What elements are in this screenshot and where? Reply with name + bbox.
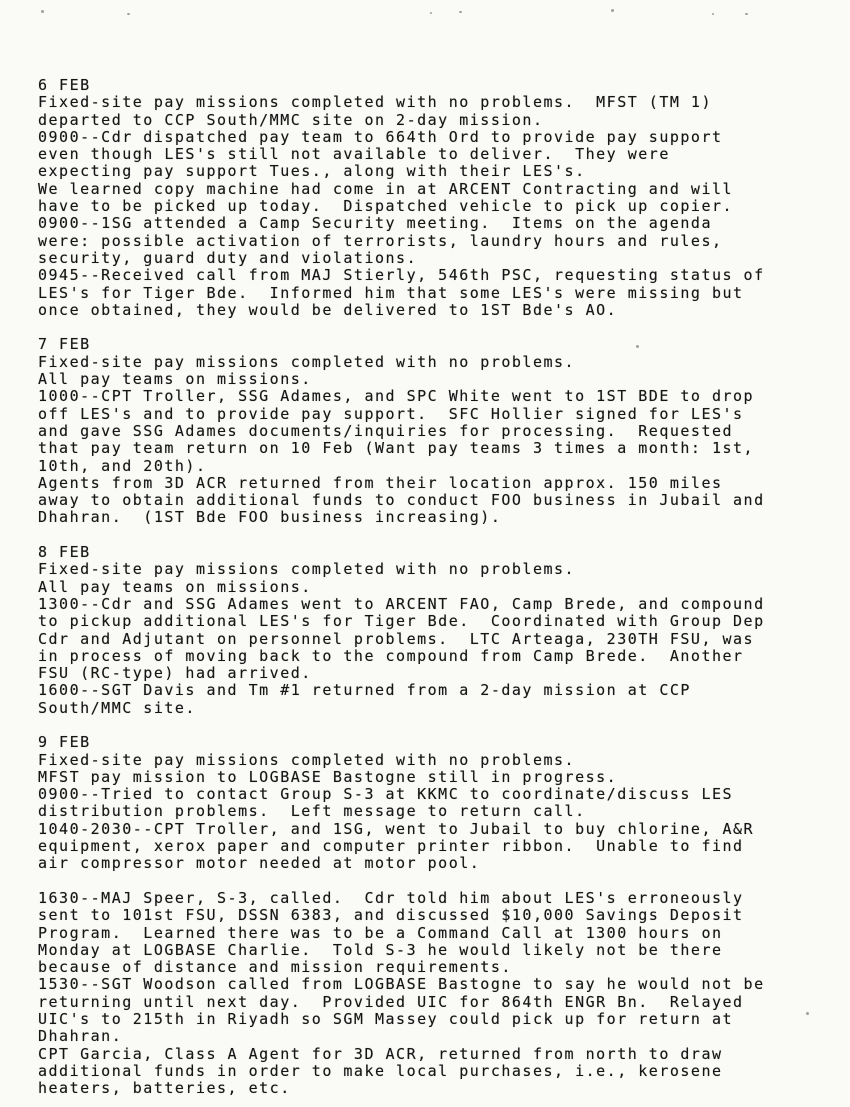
section-heading: 7 FEB [38, 335, 91, 354]
text-line: 0900--Tried to contact Group S-3 at KKMC to coordinate/discuss LES [38, 785, 734, 804]
text-line: have to be picked up today. Dispatched vehicle to pick up copier. [38, 197, 734, 216]
text-line: 0900--1SG attended a Camp Security meeting. Items on the agenda [38, 214, 712, 233]
scan-speck [611, 9, 614, 12]
text-line: 1000--CPT Troller, SSG Adames, and SPC White went to 1ST BDE to drop [38, 387, 755, 406]
text-line: once obtained, they would be delivered to 1ST Bde's AO. [38, 300, 618, 319]
text-line: Dhahran. (1ST Bde FOO business increasing). [38, 508, 502, 527]
text-line: 0900--Cdr dispatched pay team to 664th Ord to provide pay support [38, 127, 723, 146]
text-line [38, 873, 820, 890]
text-line: and gave SSG Adames documents/inquiries for processing. Requested [38, 421, 734, 440]
text-line: Fixed-site pay missions completed with no problems. [38, 560, 576, 579]
text-line: expecting pay support Tues., along with their LES's. [38, 162, 586, 181]
log-section [38, 336, 820, 526]
text-line: UIC's to 215th in Riyadh so SGM Massey could pick up for return at [38, 1010, 734, 1029]
text-line: 1600--SGT Davis and Tm #1 returned from a 2-day mission at CCP [38, 681, 691, 700]
text-line: LES's for Tiger Bde. Informed him that some LES's were missing but [38, 283, 744, 302]
text-line: Program. Learned there was to be a Command Call at 1300 hours on [38, 923, 723, 942]
text-line: heaters, batteries, etc. [38, 1079, 291, 1098]
text-line: MFST pay mission to LOGBASE Bastogne still in progress. [38, 767, 618, 786]
text-line: returning until next day. Provided UIC for 864th ENGR Bn. Relayed [38, 992, 744, 1011]
scan-speck [430, 12, 432, 14]
text-line: Fixed-site pay missions completed with no problems. [38, 750, 576, 769]
scan-speck [806, 1012, 809, 1015]
text-line: Cdr and Adjutant on personnel problems. LTC Arteaga, 230TH FSU, was [38, 629, 755, 648]
text-line: departed to CCP South/MMC site on 2-day mission. [38, 110, 544, 129]
text-line: Monday at LOGBASE Charlie. Told S-3 he would likely not be there [38, 940, 723, 959]
text-line: away to obtain additional funds to conduct FOO business in Jubail and [38, 491, 765, 510]
text-line: equipment, xerox paper and computer printer ribbon. Unable to find [38, 837, 744, 856]
text-line: 1300--Cdr and SSG Adames went to ARCENT FAO, Camp Brede, and compound [38, 594, 765, 613]
text-line: Dhahran. [38, 1027, 123, 1046]
scan-speck [127, 13, 130, 15]
text-line: Fixed-site pay missions completed with no problems. [38, 352, 576, 371]
text-line: that pay team return on 10 Feb (Want pay teams 3 times a month: 1st, [38, 439, 755, 458]
section-heading: 8 FEB [38, 543, 91, 562]
text-line: All pay teams on missions. [38, 577, 312, 596]
text-line: air compressor motor needed at motor pool. [38, 854, 481, 873]
text-line: 1630--MAJ Speer, S-3, called. Cdr told him about LES's erroneously [38, 888, 744, 907]
text-line: Fixed-site pay missions completed with no problems. MFST (TM 1) [38, 93, 712, 112]
log-section [38, 77, 820, 319]
scan-speck [712, 13, 714, 15]
text-line: South/MMC site. [38, 698, 196, 717]
text-line: because of distance and mission requirements. [38, 958, 512, 977]
text-line: security, guard duty and violations. [38, 248, 418, 267]
text-line: Agents from 3D ACR returned from their location approx. 150 miles [38, 473, 723, 492]
text-line: were: possible activation of terrorists, laundry hours and rules, [38, 231, 723, 250]
text-line: to pickup additional LES's for Tiger Bde. Coordinated with Group Dep [38, 612, 765, 631]
scan-speck [745, 13, 748, 15]
text-line: FSU (RC-type) had arrived. [38, 664, 312, 683]
text-line: sent to 101st FSU, DSSN 6383, and discussed $10,000 Savings Deposit [38, 906, 744, 925]
text-line: even though LES's still not available to deliver. They were [38, 145, 670, 164]
text-line: 10th, and 20th). [38, 456, 207, 475]
text-line: off LES's and to provide pay support. SFC Hollier signed for LES's [38, 404, 744, 423]
text-line: additional funds in order to make local purchases, i.e., kerosene [38, 1061, 723, 1080]
text-line: 1040-2030--CPT Troller, and 1SG, went to Jubail to buy chlorine, A&R [38, 819, 755, 838]
text-line: All pay teams on missions. [38, 370, 312, 389]
section-heading: 9 FEB [38, 733, 91, 752]
text-line: CPT Garcia, Class A Agent for 3D ACR, returned from north to draw [38, 1044, 723, 1063]
scan-speck [459, 11, 462, 13]
text-line: 0945--Received call from MAJ Stierly, 546th PSC, requesting status of [38, 266, 765, 285]
text-line: 1530--SGT Woodson called from LOGBASE Bastogne to say he would not be [38, 975, 765, 994]
text-line: in process of moving back to the compound from Camp Brede. Another [38, 646, 744, 665]
scan-speck [636, 345, 639, 348]
log-section [38, 544, 820, 717]
log-section [38, 734, 820, 1097]
scan-speck [41, 10, 44, 13]
text-line: We learned copy machine had come in at ARCENT Contracting and will [38, 179, 734, 198]
section-heading: 6 FEB [38, 76, 91, 94]
text-line: distribution problems. Left message to return call. [38, 802, 586, 821]
